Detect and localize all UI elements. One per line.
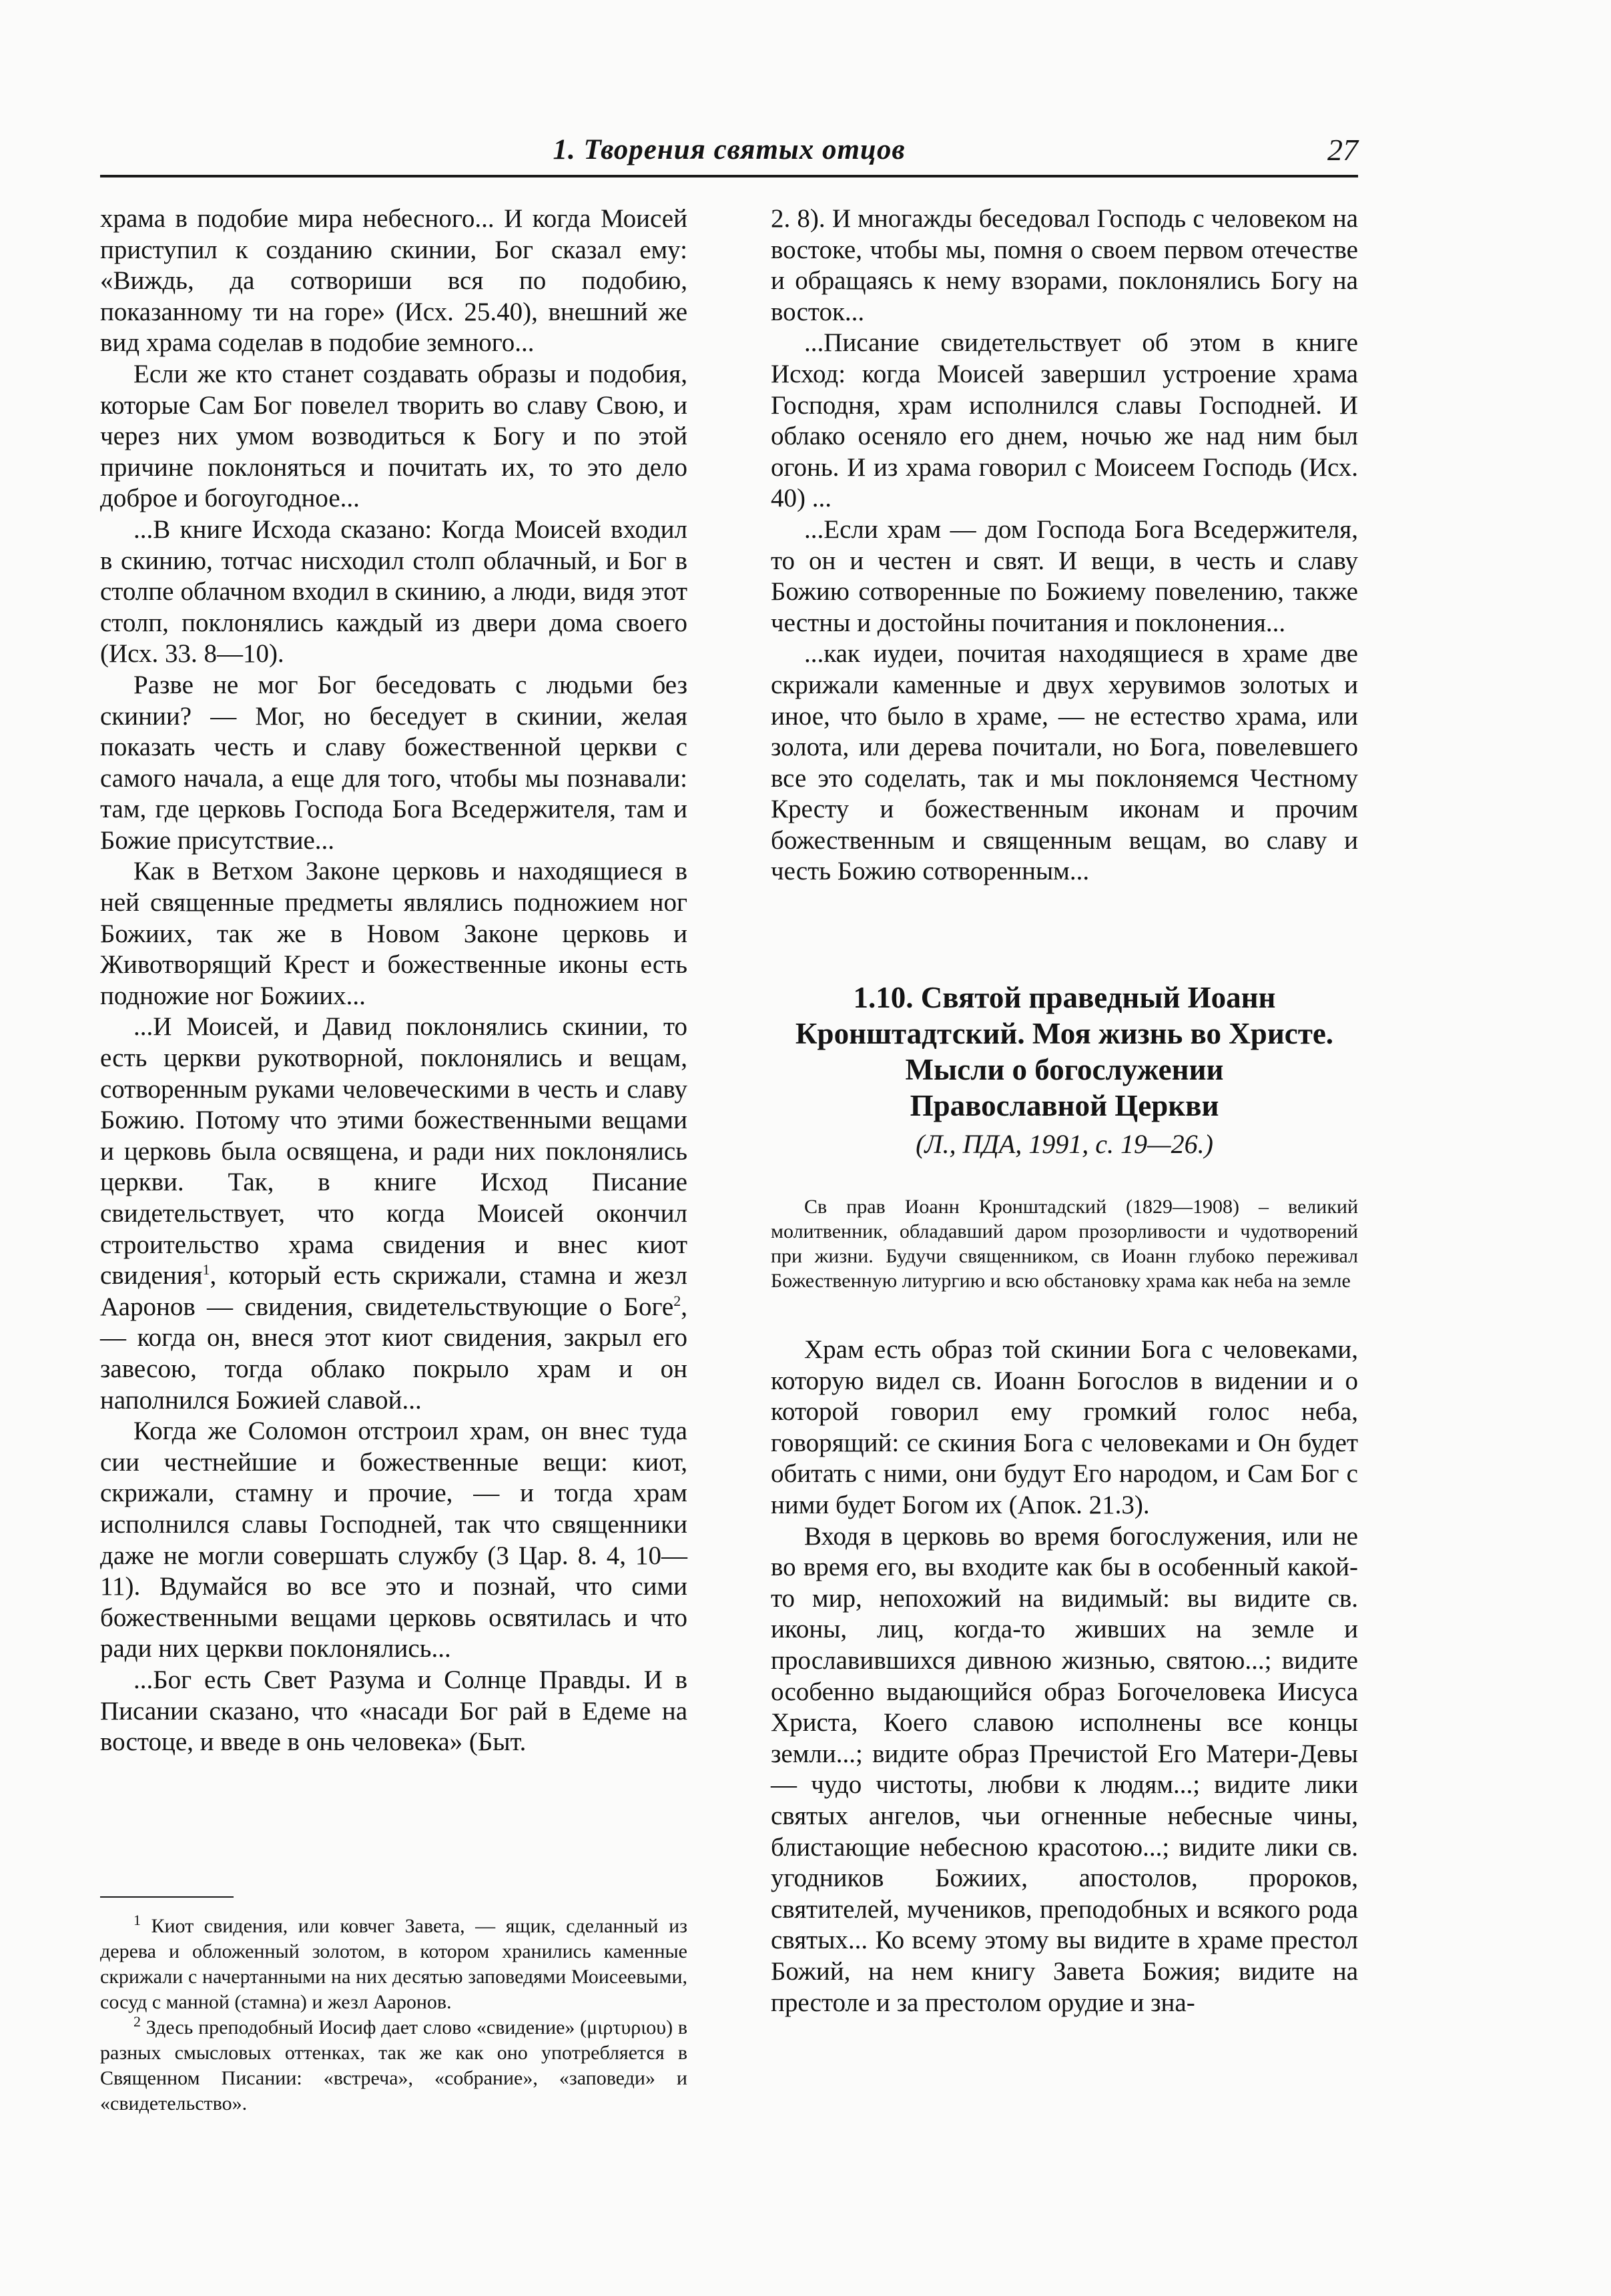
paragraph-text: , который есть скрижали, стамна и жезл Ааронов — свидения, свидетельствующие о Боге [100,1261,687,1321]
paragraph: храма в подобие мира небесного... И когда Моисей приступил к созданию скинии, Бог сказал ему: «Виждь, да сотвориши вся по подобию, показанному ти на горе» (Исх. 25.40), внешний же вид храма соделав в подобие земного... [100,204,687,358]
footnotes [100,1914,687,2117]
running-header [100,128,1358,177]
page-number: 27 [1327,133,1358,167]
section-heading-line: Мысли о богослужении [905,1053,1224,1087]
footnote-text: Здесь преподобный Иосиф дает слово «свидение» (μιρτυριου) в разных смысловых оттенках, так же как оно употребляется в Священном Писании: «встреча», «собрание», «заповеди» и «свидетельство». [100,2016,687,2115]
footnote-mark: 2 [133,2013,141,2030]
paragraph: ...Если храм — дом Господа Бога Вседержителя, то он и честен и свят. И вещи, в честь и славу Божию сотворенные по Божиему повелению, также честны и достойны почитания и поклонения... [771,514,1358,637]
paragraph: Входя в церковь во время богослужения, или не во время его, вы входите как бы в особенный какой-то мир, непохожий на видимый: вы видите св. иконы, лиц, когда-то живших на земле и прославившихся дивною жизнью, святою...; видите особенно выдающийся образ Богочеловека Иисуса Христа, Коего славою исполнены все концы земли...; видите образ Пречистой Его Матери-Девы — чудо чистоты, любви к людям...; видите лики святых ангелов, чьи огненные небесные чины, блистающие небесною красотою...; видите лики св. угодников Божиих, апостолов, пророков, святителей, мучеников, преподобных и всякого рода святых... Ко всему этому вы видите в храме престол Божий, на нем книгу Завета Божия; видите на престоле и за престолом орудие и зна- [771,1521,1358,2017]
paragraph: Разве не мог Бог беседовать с людьми без скинии? — Мог, но беседует в скинии, желая показать честь и славу божественной церкви с самого начала, а еще для того, чтобы мы познавали: там, где церковь Господа Бога Вседержителя, там и Божие присутствие... [100,670,687,855]
section-heading [771,980,1358,1124]
paragraph-text: ...И Моисей, и Давид поклонялись скинии, то есть церкви рукотворной, поклонялись и вещам, сотворенным руками человеческими в честь и славу Божию. Потому что этими божественными вещами и церковь была освящена, и ради них поклонялись церкви. Так, в книге Исход Писание свидетельствует, что когда Моисей окончил строительство храма свидения и внес киот свидения [100,1012,687,1290]
paragraph: Когда же Соломон отстроил храм, он внес туда сии честнейшие и божественные вещи: киот, скрижали, стамну и прочие, — и тогда храм исполнился славы Господней, так что священники даже не могли совершать службу (3 Цар. 8. 4, 10—11). Вдумайся во все это и познай, что сими божественными вещами церковь освятилась и что ради них церкви поклонялись... [100,1417,687,1663]
running-title: 1. Творения святых отцов [553,134,906,165]
section-heading-line: Кронштадтский. Моя жизнь во Христе. [795,1017,1334,1051]
paragraph: ...как иудеи, почитая находящиеся в храме две скрижали каменные и двух херувимов золотых и иное, что было в храме, — не естество храма, или золота, или дерева почитали, но Бога, повелевшего все это соделать, так и мы поклоняемся Честному Кресту и божественным иконам и прочим божественным и священным вещам, во славу и честь Божию сотворенным... [771,639,1358,886]
paragraph: Если же кто станет создавать образы и подобия, которые Сам Бог повелел творить во славу Свою, и через них умом возводиться к Богу и по этой причине поклоняться и почитать их, то это дело доброе и богоугодное... [100,359,687,513]
paragraph: 2. 8). И многажды беседовал Господь с человеком на востоке, чтобы мы, помня о своем первом отечестве и обращаясь к нему взорами, поклонялись Богу на восток... [771,204,1358,326]
footnote-ref-2[interactable]: 2 [673,1292,681,1309]
bio-note: Св прав Иоанн Кронштадский (1829—1908) – великий молитвенник, обладавший даром прозорливости и чудотворений при жизни. Будучи священником, св Иоанн глубоко переживал Божественную литургию и всю обстановку храма как неба на земле [771,1196,1358,1292]
right-column [771,204,1358,2018]
footnote-ref-1[interactable]: 1 [202,1261,210,1278]
footnote-2 [100,2015,687,2117]
section-body [771,1334,1358,2018]
left-column [100,204,687,1758]
paragraph: ...Бог есть Свет Разума и Солнце Правды. И в Писании сказано, что «насади Бог рай в Едеме на востоце, и введе в онь человека» (Быт. [100,1665,687,1757]
section-heading-line: 1.10. Святой праведный Иоанн [853,981,1276,1015]
paragraph: ...Писание свидетельствует об этом в книге Исход: когда Моисей завершил устроение храма Господня, храм исполнился славы Господней. И облако осеняло его днем, ночью же над ним был огонь. И из храма говорил с Моисеем Господь (Исх. 40) ... [771,328,1358,513]
section-source: (Л., ПДА, 1991, с. 19—26.) [916,1129,1213,1160]
paragraph: Храм есть образ той скинии Бога с человеками, которую видел св. Иоанн Богослов в видении и о которой говорил ему громкий голос неба, говорящий: се скиния Бога с человеками и Он будет обитать с ними, они будут Его народом, и Сам Бог с ними будет Богом их (Апок. 21.3). [771,1335,1358,1520]
paragraph-with-footnotes [100,1012,687,1416]
footnote-1 [100,1914,687,2015]
section-heading-line: Православной Церкви [910,1089,1219,1123]
paragraph: Как в Ветхом Законе церковь и находящиеся в ней священные предметы являлись подножием ног Божиих, так же в Новом Законе церковь и Животворящий Крест и божественные иконы есть подножие ног Божиих... [100,857,687,1010]
paragraph-text: , — когда он, внеся этот киот свидения, закрыл его завесою, тогда облако покрыло храм и он наполнился Божией славой... [100,1292,687,1415]
footnote-text: Киот свидения, или ковчег Завета, — ящик, сделанный из дерева и обложенный золотом, в котором хранились каменные скрижали с начертанными на них десятью заповедями Моисеевыми, сосуд с манной (стамна) и жезл Ааронов. [100,1915,687,2013]
footnote-divider [100,1896,234,1898]
paragraph: ...В книге Исхода сказано: Когда Моисей входил в скинию, тотчас нисходил столп облачный, и Бог в столпе облачном входил в скинию, а люди, видя этот столп, поклонялись каждый из двери дома своего (Исх. 33. 8—10). [100,514,687,669]
footnote-mark: 1 [133,1912,141,1928]
